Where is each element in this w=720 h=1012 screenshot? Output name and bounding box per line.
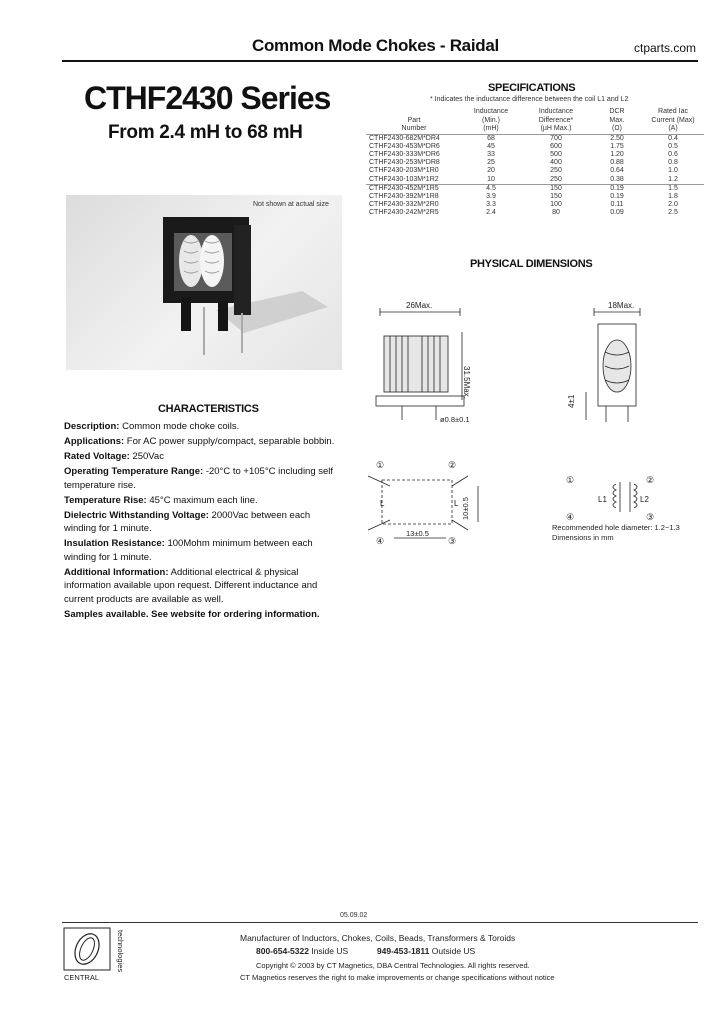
char-item: Dielectric Withstanding Voltage: 2000Vac between each winding for 1 minute.	[64, 509, 311, 535]
schematic-pin-2: ②	[646, 475, 655, 485]
table-row: CTHF2430-103M*1R2 10 250 0.38 1.2	[369, 175, 678, 183]
characteristics-title: CHARACTERISTICS	[158, 403, 259, 415]
char-item: Rated Voltage: 250Vac	[64, 450, 164, 462]
char-item: Additional Information: Additional electrical & physical information available upon request. Different inductance and current products are available as well.	[64, 566, 318, 605]
specifications-note: * Indicates the inductance difference between the coil L1 and L2	[430, 96, 629, 103]
logo-subtext: technologies	[116, 930, 125, 973]
footprint-l-left: L	[380, 499, 385, 508]
company-logo	[64, 928, 125, 984]
document-title: Common Mode Chokes - Raidal	[252, 36, 499, 55]
schematic-pin-1: ①	[566, 475, 575, 485]
pin-3-label: ③	[448, 536, 457, 546]
table-row: CTHF2430-332M*2R0 3.3 100 0.11 2.0	[369, 201, 678, 209]
lead-length-label: 4±1	[567, 394, 576, 408]
table-row: CTHF2430-242M*2R5 2.4 80 0.09 2.5	[369, 209, 678, 217]
width-label: 26Max.	[406, 301, 433, 310]
side-view-drawing	[586, 308, 640, 422]
table-row: CTHF2430-333M*DR6 33 500 1.20 0.6	[369, 150, 678, 158]
pin-4-label: ④	[376, 536, 385, 546]
front-view-drawing	[376, 308, 464, 420]
table-row: CTHF2430-682M*DR4 68 700 2.50 0.4	[366, 134, 704, 143]
inside-us-label: Inside US	[311, 946, 349, 956]
dimension-drawings	[360, 290, 700, 565]
schematic-drawing	[613, 482, 637, 512]
schematic-pin-3: ③	[646, 512, 655, 522]
table-row: CTHF2430-203M*1R0 20 250 0.64 1.0	[369, 167, 678, 175]
table-row: CTHF2430-392M*1R8 3.9 150 0.19 1.8	[369, 192, 678, 200]
pin-2-label: ②	[448, 460, 457, 470]
schematic-l2: L2	[640, 495, 649, 504]
footprint-l-right: L	[454, 499, 459, 508]
vertical-pitch-label: 10±0.5	[461, 497, 470, 520]
characteristics-list	[64, 420, 344, 623]
pin-diameter-label: ø0.8±0.1	[440, 415, 470, 424]
manufacturer-line: Manufacturer of Inductors, Chokes, Coils, Beads, Transformers & Toroids	[240, 933, 516, 943]
photo-note: Not shown at actual size	[253, 201, 329, 208]
col-part-number: Part Number	[401, 116, 427, 132]
disclaimer-line: CT Magnetics reserves the right to make improvements or change specifications without notice	[240, 973, 555, 982]
specifications-table	[366, 108, 704, 218]
website-link[interactable]: ctparts.com	[633, 41, 696, 55]
char-item: Description: Common mode choke coils.	[64, 421, 240, 432]
contact-line	[256, 946, 475, 956]
pin-1-label: ①	[376, 460, 385, 470]
series-title: CTHF2430 Series	[84, 80, 331, 116]
col-current: Rated Iac Current (Max) (A)	[651, 108, 695, 132]
product-photo	[66, 195, 342, 370]
inductance-range: From 2.4 mH to 68 mH	[108, 122, 303, 143]
char-item: Temperature Rise: 45°C maximum each line.	[64, 494, 258, 506]
specifications-title: SPECIFICATIONS	[488, 82, 576, 94]
hole-diameter-note: Recommended hole diameter: 1.2~1.3	[552, 523, 680, 532]
physical-dimensions-title: PHYSICAL DIMENSIONS	[470, 258, 593, 270]
char-item: Insulation Resistance: 100Mohm minimum between each winding for 1 minute.	[64, 538, 313, 563]
revision-date: 05.09.02	[340, 912, 368, 919]
height-label: 31.5Max.	[462, 366, 471, 399]
header-divider	[62, 60, 698, 62]
footer-divider	[62, 922, 698, 923]
logo-text: CENTRAL	[64, 973, 100, 982]
phone-outside[interactable]: 949-453-1811	[376, 946, 430, 956]
char-item: Samples available. See website for ordering information.	[64, 608, 320, 620]
col-inductance-diff: Inductance Difference* (µH Max.)	[538, 108, 574, 132]
col-inductance: Inductance (Min.) (mH)	[473, 108, 509, 132]
depth-label: 18Max.	[608, 301, 635, 310]
schematic-pin-4: ④	[566, 512, 575, 522]
table-row: CTHF2430-452M*1R5 4.5 150 0.19 1.5	[366, 184, 704, 193]
phone-us[interactable]: 800-654-5322	[256, 946, 309, 956]
table-header-row	[366, 108, 704, 134]
horizontal-pitch-label: 13±0.5	[406, 529, 429, 538]
schematic-l1: L1	[598, 495, 607, 504]
outside-us-label: Outside US	[431, 946, 476, 956]
table-row: CTHF2430-453M*DR6 45 600 1.75 0.5	[369, 142, 678, 150]
col-dcr: DCR Max. (Ω)	[609, 108, 625, 132]
char-item: Operating Temperature Range: -20°C to +105°C including self temperature rise.	[64, 465, 334, 491]
table-row: CTHF2430-253M*DR8 25 400 0.88 0.8	[369, 159, 678, 167]
copyright-line: Copyright © 2003 by CT Magnetics, DBA Central Technologies. All rights reserved.	[256, 961, 530, 970]
choke-illustration	[66, 195, 342, 370]
char-item: Applications: For AC power supply/compact, separable bobbin.	[64, 435, 335, 447]
units-note: Dimensions in mm	[552, 533, 614, 542]
